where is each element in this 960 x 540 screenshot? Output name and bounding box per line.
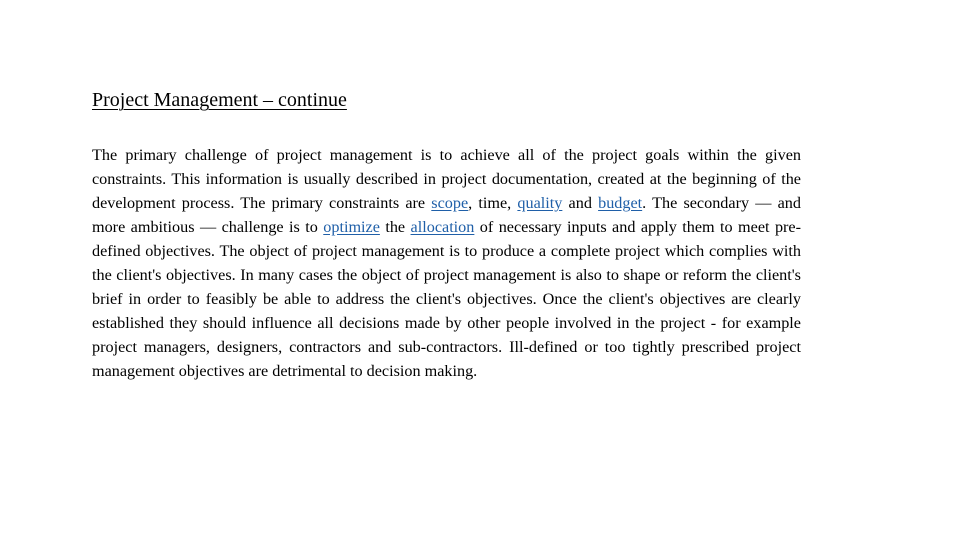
paragraph-text-4: . The secondary — and more ambitious — challenge is to (92, 194, 801, 236)
link-scope[interactable]: scope (431, 194, 469, 212)
paragraph-text-5: the (379, 218, 411, 236)
link-quality[interactable]: quality (517, 194, 563, 212)
link-budget[interactable]: budget (598, 194, 643, 212)
link-optimize[interactable]: optimize (323, 218, 380, 236)
paragraph-text-1: The primary challenge of project management is to achieve all of the project goals within the given constraints. This information is usually described in project documentation, created at the beginning of the development process. The primary constraints are (92, 146, 801, 212)
body-paragraph (92, 143, 801, 383)
paragraph-text-3: and (562, 194, 599, 212)
paragraph-text-6: of necessary inputs and apply them to meet pre-defined objectives. The object of project management is to produce a complete project which complies with the client's objectives. In many cases the object of project management is also to shape or reform the client's brief in order to feasibly be able to address the client's objectives. Once the client's objectives are clearly established they should influence all decisions made by other people involved in the project - for example project managers, designers, contractors and sub-contractors. Ill-defined or too tightly prescribed project management objectives are detrimental to decision making. (92, 218, 802, 380)
slide-title: Project Management – continue (92, 89, 347, 111)
link-allocation[interactable]: allocation (410, 218, 475, 236)
paragraph-text-2: , time, (468, 194, 518, 212)
